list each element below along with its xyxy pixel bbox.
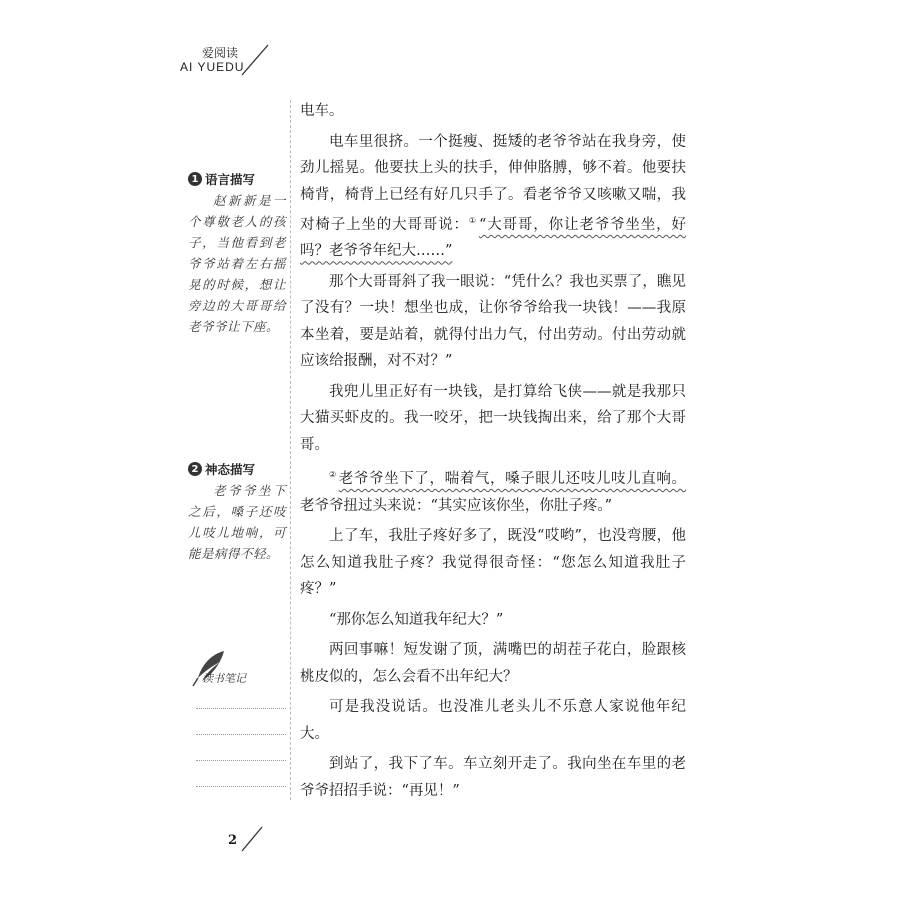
- paragraph: “那你怎么知道我年纪大？”: [329, 611, 504, 628]
- paragraph: 电车。: [300, 103, 344, 119]
- wavy-underlined-quote: “大哥哥，你让老爷爷坐坐，好吗？老爷爷年纪大……”: [300, 216, 686, 260]
- side-note-2-heading: 神态描写: [205, 462, 256, 477]
- side-note-1: [188, 170, 286, 337]
- side-note-1-body: 赵新新是一个尊敬老人的孩子，当他看到老爷爷站着左右摇晃的时候，想让旁边的大哥哥给老爷爷让下座。: [188, 193, 286, 334]
- paragraph: 可是我没说话。也没准儿老头儿不乐意人家说他年纪大。: [300, 699, 686, 742]
- note-line[interactable]: [196, 760, 286, 761]
- page-number-slash-icon: [240, 826, 264, 852]
- page-header: [178, 44, 278, 94]
- note-line[interactable]: [196, 786, 286, 787]
- main-text: [300, 98, 686, 804]
- paragraph: [300, 462, 686, 519]
- page-number: 2: [228, 833, 238, 848]
- side-note-2-number: 2: [188, 462, 202, 476]
- paragraph: 上了车，我肚子疼好多了，既没“哎哟”，也没弯腰，他怎么知道我肚子疼？我觉得很奇怪：“您怎么知道我肚子疼？”: [300, 528, 686, 598]
- side-note-2-body: 老爷爷坐下之后，嗓子还吱儿吱儿地响，可能是病得不轻。: [188, 483, 286, 561]
- paragraph-text: 老爷爷扭过头来说：“其实应该你坐，你肚子疼。”: [300, 497, 613, 514]
- paragraph-text: 电车里很挤。一个挺瘦、挺矮的老爷爷站在我身旁，使劲儿摇晃。他要扶上头的扶手，伸伸胳膊，够不着。他要扶椅背，椅背上已经有好几只手了。看老爷爷又咳嗽又喘，我对椅子上坐的大哥哥说：: [300, 133, 686, 233]
- header-title-cn: 爱阅读: [202, 46, 239, 60]
- paragraph: 我兜儿里正好有一块钱，是打算给飞侠——就是我那只大猫买虾皮的。我一咬牙，把一块钱掏出来，给了那个大哥哥。: [300, 383, 686, 453]
- paragraph: 那个大哥哥斜了我一眼说：“凭什么？我也买票了，瞧见了没有？一块！想坐也成，让你爷爷给我一块钱！——我原本坐着，要是站着，就得付出力气，付出劳动。付出劳动就应该给报酬，对不对？”: [300, 273, 686, 370]
- paragraph: 两回事嘛！短发谢了顶，满嘴巴的胡茬子花白，脸跟核桃皮似的，怎么会看不出年纪大？: [300, 642, 686, 685]
- annotation-mark-1: ①: [468, 216, 477, 225]
- side-note-1-number: 1: [188, 172, 202, 186]
- annotation-mark-2: ②: [329, 470, 337, 480]
- paragraph: [300, 129, 686, 265]
- paragraph: 到站了，我下了车。车立刻开走了。我向坐在车里的老爷爷招招手说：“再见！”: [300, 756, 686, 799]
- column-divider: [290, 100, 291, 800]
- note-line[interactable]: [196, 708, 286, 709]
- header-slash-icon: [240, 44, 270, 76]
- side-note-1-heading: 语言描写: [205, 172, 256, 187]
- wavy-underlined-sentence: 老爷爷坐下了，喘着气，嗓子眼儿还吱儿吱儿直响。: [338, 471, 686, 488]
- side-note-1-title: [188, 170, 286, 188]
- header-title-en: AI YUEDU: [180, 60, 245, 74]
- reading-notes-label: [190, 648, 286, 688]
- side-note-2: [188, 460, 286, 564]
- side-note-2-title: [188, 460, 286, 478]
- note-line[interactable]: [196, 734, 286, 735]
- reading-notes-text: 读书笔记: [202, 672, 246, 685]
